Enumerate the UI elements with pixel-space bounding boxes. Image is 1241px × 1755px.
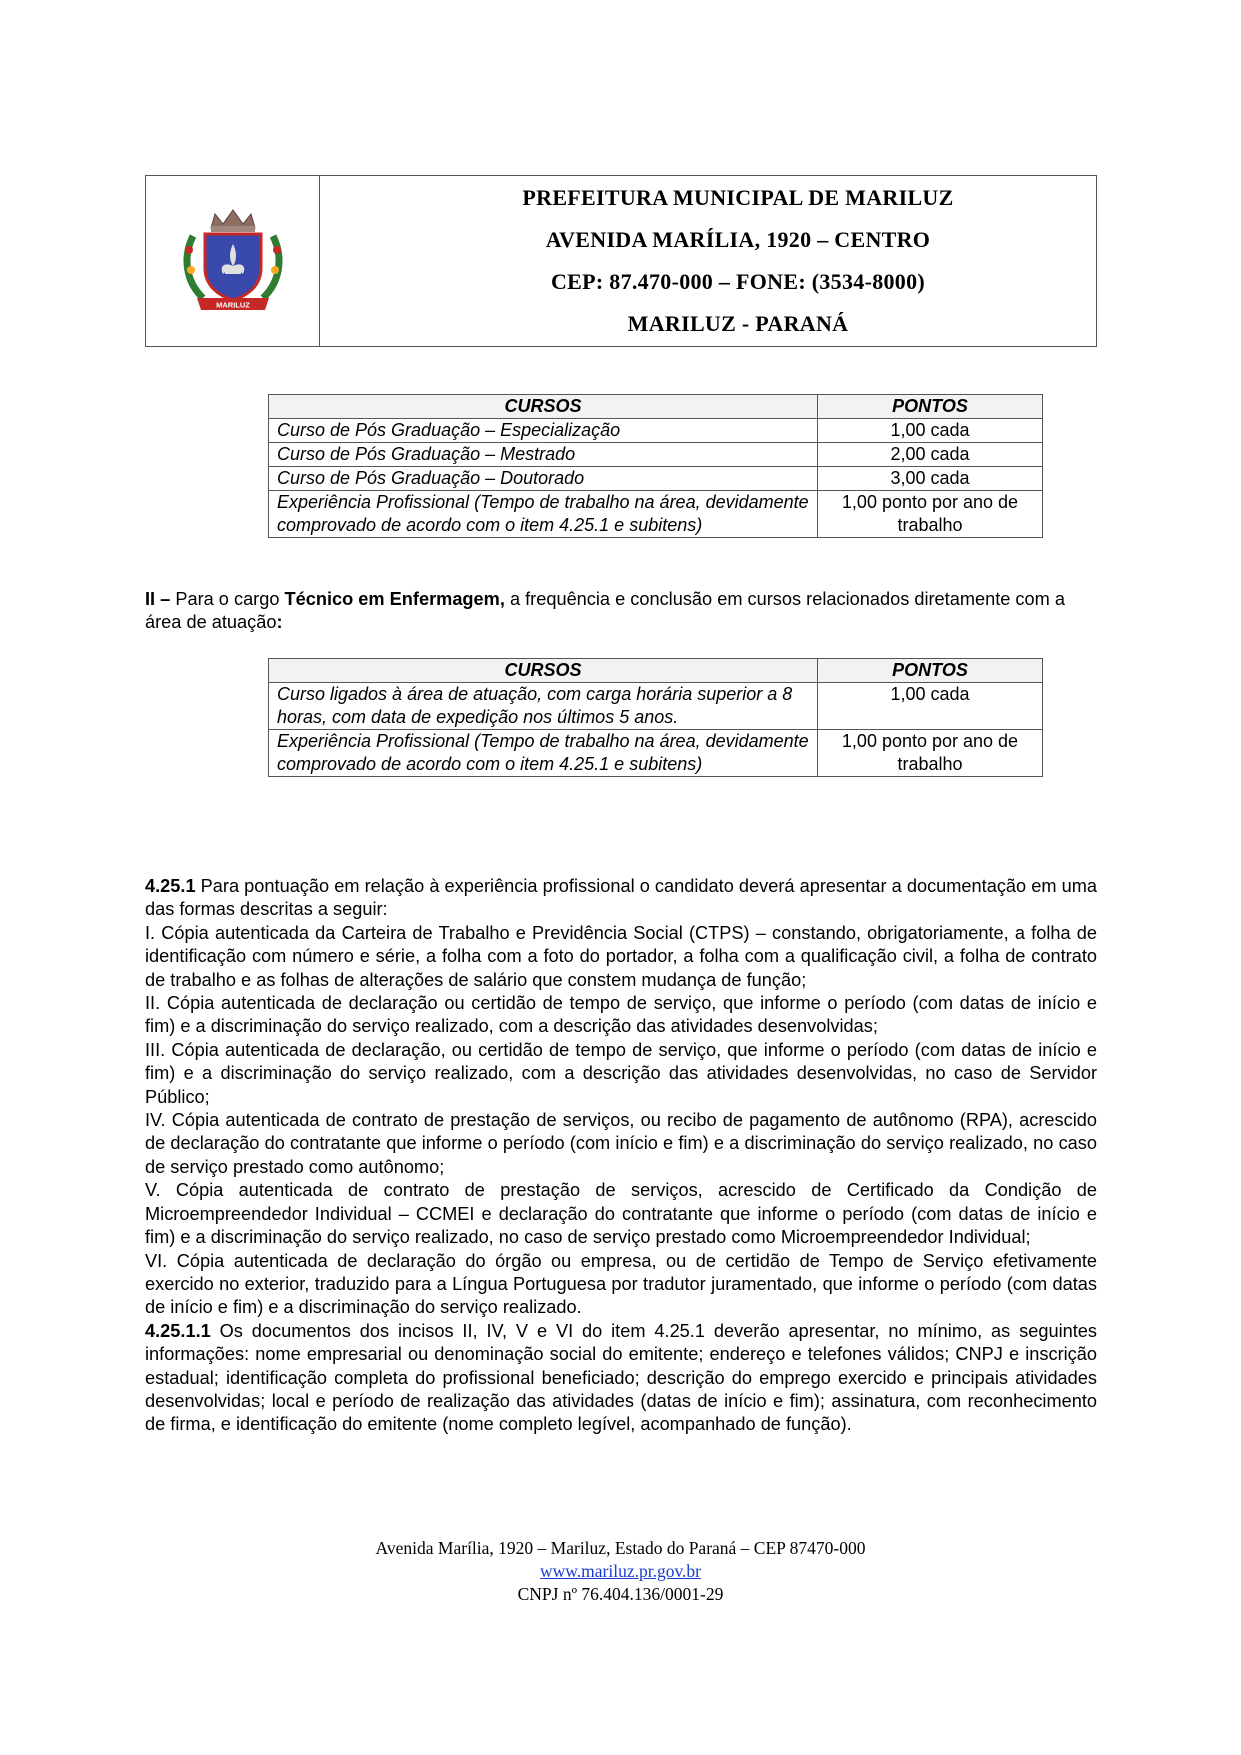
- table-row: [269, 730, 1043, 777]
- course-cell: Curso de Pós Graduação – Mestrado: [269, 443, 818, 467]
- list-item: IV. Cópia autenticada de contrato de prestação de serviços, ou recibo de pagamento de autônomo (RPA), acrescido de declaração do contratante que informe o período (com início e fim) e a discriminação do serviço realizado, no caso de serviço prestado como autônomo;: [145, 1110, 1097, 1177]
- list-item: II. Cópia autenticada de declaração ou certidão de tempo de serviço, que informe o período (com datas de início e fim) e a discriminação do serviço realizado, com a descrição das atividades desenvolvidas;: [145, 993, 1097, 1037]
- coat-of-arms-logo: [179, 206, 287, 316]
- header-city-state: MARILUZ - PARANÁ: [627, 311, 849, 336]
- course-cell: Curso de Pós Graduação – Doutorado: [269, 467, 818, 491]
- table-row: [269, 419, 1043, 443]
- footer-website-link[interactable]: www.mariluz.pr.gov.br: [539, 1561, 702, 1581]
- section-ii-text-a: Para o cargo: [170, 589, 285, 609]
- footer-cnpj: CNPJ nº 76.404.136/0001-29: [517, 1584, 724, 1604]
- coat-of-arms-cell: [146, 176, 320, 346]
- column-header-points: PONTOS: [818, 659, 1043, 683]
- section-ii-paragraph: [145, 588, 1097, 635]
- page-footer: [0, 1537, 1241, 1606]
- column-header-courses: CURSOS: [269, 395, 818, 419]
- points-cell: 3,00 cada: [818, 467, 1043, 491]
- column-header-points: PONTOS: [818, 395, 1043, 419]
- letterhead: [145, 175, 1097, 347]
- points-cell: 1,00 ponto por ano de trabalho: [818, 730, 1043, 777]
- table-header-row: [269, 659, 1043, 683]
- list-item: VI. Cópia autenticada de declaração do órgão ou empresa, ou de certidão de Tempo de Serviço efetivamente exercido no exterior, traduzido para a Língua Portuguesa por tradutor juramentado, que informe o período (com datas de início e fim) e a discriminação do serviço realizado.: [145, 1250, 1097, 1318]
- courses-points-table-2: [268, 658, 1043, 777]
- letterhead-text: [320, 176, 1096, 346]
- item-4-25-1-1-number: 4.25.1.1: [145, 1320, 211, 1341]
- list-item: III. Cópia autenticada de declaração, ou certidão de tempo de serviço, que informe o período (com datas de início e fim) e a discriminação do serviço realizado, com a descrição das atividades desenvolvidas, no caso de Servidor Público;: [145, 1039, 1097, 1107]
- item-4-25-1-number: 4.25.1: [145, 876, 196, 896]
- course-cell: Experiência Profissional (Tempo de trabalho na área, devidamente comprovado de acordo com o item 4.25.1 e subitens): [269, 491, 818, 538]
- item-4-25-1: [145, 875, 1097, 1437]
- list-item: I. Cópia autenticada da Carteira de Trabalho e Previdência Social (CTPS) – constando, obrigatoriamente, a folha de identificação com número e série, a folha com a foto do portador, a folha com a qualificação civil, a folha de contrato de trabalho e as folhas de alterações de salário que constem mudança de função;: [145, 922, 1097, 990]
- item-4-25-1-intro-text: Para pontuação em relação à experiência profissional o candidato deverá apresentar a documentação em uma das formas descritas a seguir:: [145, 876, 1097, 920]
- points-cell: 2,00 cada: [818, 443, 1043, 467]
- section-ii-number: II –: [145, 589, 171, 609]
- header-cep-phone: CEP: 87.470-000 – FONE: (3534-8000): [550, 269, 926, 294]
- courses-points-table-1: [268, 394, 1043, 538]
- course-cell: Curso de Pós Graduação – Especialização: [269, 419, 818, 443]
- column-header-courses: CURSOS: [269, 659, 818, 683]
- points-cell: 1,00 cada: [818, 419, 1043, 443]
- municipality-name: PREFEITURA MUNICIPAL DE MARILUZ: [522, 185, 954, 210]
- course-cell: Curso ligados à área de atuação, com carga horária superior a 8 horas, com data de expedição nos últimos 5 anos.: [269, 683, 818, 730]
- course-cell: Experiência Profissional (Tempo de trabalho na área, devidamente comprovado de acordo com o item 4.25.1 e subitens): [269, 730, 818, 777]
- table-row: [269, 683, 1043, 730]
- section-ii-text-b: a frequência e conclusão em cursos relacionados diretamente com a área de atuação: [145, 589, 1065, 633]
- section-ii-role: Técnico em Enfermagem,: [284, 589, 505, 609]
- table-header-row: [269, 395, 1043, 419]
- section-ii-colon: :: [276, 612, 283, 633]
- points-cell: 1,00 ponto por ano de trabalho: [818, 491, 1043, 538]
- item-4-25-1-1-text: Os documentos dos incisos II, IV, V e VI do item 4.25.1 deverão apresentar, no mínimo, as seguintes informações: nome empresarial ou denominação social do emitente; endereço e telefones válidos; CNPJ e inscrição estadual; identificação completa do profissional beneficiado; descrição do emprego exercido e principais atividades desenvolvidas; local e período de realização das atividades (datas de início e fim); assinatura, com reconhecimento de firma, e identificação do emitente (nome completo legível, acompanhado de função).: [145, 1320, 1097, 1435]
- svg-text:MARILUZ: MARILUZ: [215, 300, 250, 310]
- header-address: AVENIDA MARÍLIA, 1920 – CENTRO: [545, 227, 931, 252]
- table-row: [269, 443, 1043, 467]
- item-4-25-1-1: [145, 1320, 1097, 1437]
- list-item: V. Cópia autenticada de contrato de prestação de serviços, acrescido de Certificado da Condição de Microempreendedor Individual – CCMEI e declaração do contratante que informe o período (com datas de início e fim) e a discriminação do serviço realizado, no caso de serviço prestado como Microempreendedor Individual;: [145, 1180, 1097, 1248]
- item-4-25-1-intro: [145, 875, 1097, 922]
- table-row: [269, 467, 1043, 491]
- footer-address: Avenida Marília, 1920 – Mariluz, Estado do Paraná – CEP 87470-000: [375, 1538, 866, 1558]
- points-cell: 1,00 cada: [818, 683, 1043, 730]
- table-row: [269, 491, 1043, 538]
